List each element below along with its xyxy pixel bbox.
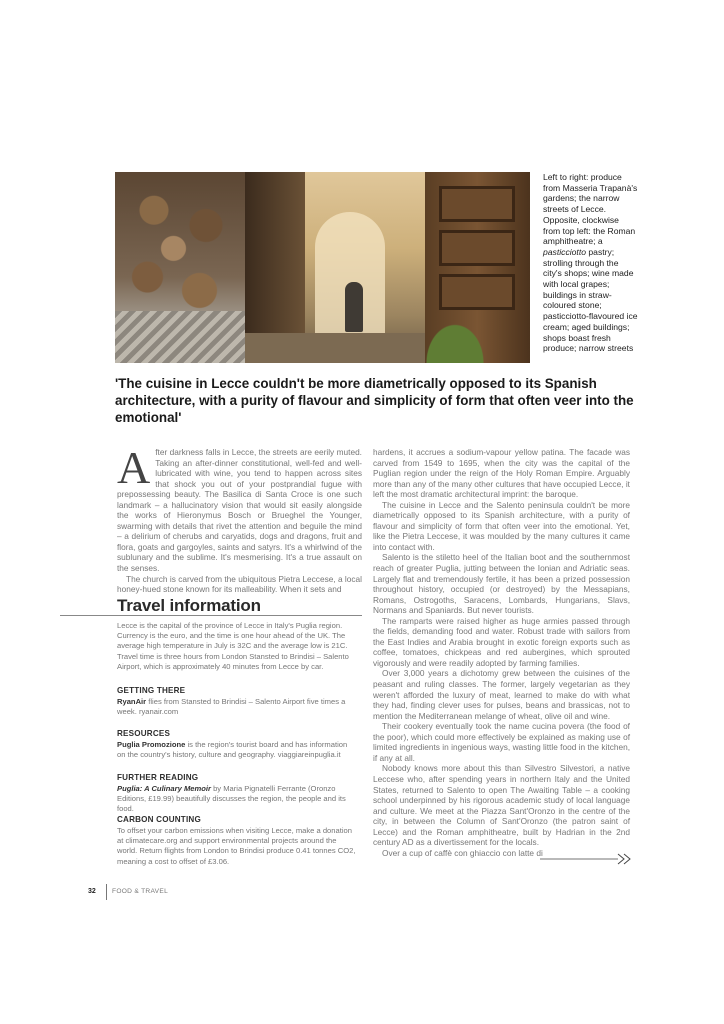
getting-there-body: RyanAir flies from Stansted to Brindisi – Salento Airport five times a week. ryanair.com	[117, 697, 346, 717]
travel-info-title: Travel information	[117, 596, 261, 615]
resources-body: Puglia Promozione is the region's tourist board and has information on the country's history, culture and geography. viaggiareinpuglia.it	[117, 740, 348, 760]
photo-strip	[115, 172, 530, 363]
street-ground	[245, 333, 425, 363]
article-paragraph: Over 3,000 years a dichotomy grew between the cuisines of the peasant and ruling classes. The former, largely vegetarian as they weren't afforded the luxury of meat, learned to make do with what they had, finding clever uses for pulses, beans and brassicas, not to mention the Mediterranean melange of wheat, olive oil and wine.	[373, 668, 630, 721]
wooden-door-photo	[425, 172, 530, 363]
article-paragraph: The cuisine in Lecce and the Salento peninsula couldn't be more diametrically opposed to its Spanish architecture, with a purity of flavour and simplicity of form that often veer into the emotional. Yet, like the Pietra Leccese, it was moulded by the many cultures it came into contact with.	[373, 499, 630, 552]
folio-divider	[106, 884, 107, 900]
article-paragraph: The ramparts were raised higher as huge armies passed through the fields, demanding food and water. Robust trade with sailors from the East Indies and Arabia brought in exotic foreign exports such as coffee, tomatoes, chickpeas and red aubergines, which sprouted vigorously and were readily adopted by farming families.	[373, 615, 630, 668]
street-person	[345, 282, 363, 332]
continue-arrow-icon	[540, 853, 632, 865]
article-paragraph: Nobody knows more about this than Silvestro Silvestori, a native Leccese who, after spending years in northern Italy and the United States, returned to Salento to open The Awaiting Table – a cooking school underpinned by his rigorous academic study of local language and culture. We meet at the Piazza Sant'Oronzo in the centre of the city, in between the Column of Sant'Oronzo (the patron saint of Lecce) and the Roman amphitheatre, built by Hadrian in the 2nd century AD as a divertissement for the locals.	[373, 763, 630, 848]
door-panel	[439, 230, 515, 266]
street-photo	[245, 172, 425, 363]
photo-caption: Left to right: produce from Masseria Trapanà's gardens; the narrow streets of Lecce. Opposite, clockwise from top left: the Roman amphitheatre; a pasticciotto pastry; strolling through the city's shops; wine made with local grapes; buildings in straw-coloured stone; pasticciotto-flavoured ice cream; aged buildings; shops boast fresh produce; narrow streets	[543, 172, 638, 354]
article-paragraph: hardens, it accrues a sodium-vapour yellow patina. The facade was carved from 1549 to 1695, when the city was the capital of the Puglian region under the reign of the Holy Roman Empire. Arguably more than any of the many other cultures that have occupied Lecce, it left the most dramatic architectural imprint: the baroque.	[373, 447, 630, 500]
article-paragraph: Salento is the stiletto heel of the Italian boot and the southernmost reach of greater Puglia, jutting between the Ionian and Adriatic seas. Largely flat and tremendously fertile, it has been a prized possession throughout history, occupied (or destroyed) by the Messapians, Romans, Ostrogoths, Saracens, Lombards, Hungarians, Slavs, Normans and Spaniards. But never tourists.	[373, 552, 630, 616]
getting-there-heading: GETTING THERE	[117, 686, 186, 695]
drop-cap: A	[117, 442, 151, 493]
door-panel	[439, 274, 515, 310]
article-paragraph: Over a cup of caffè con ghiaccio con latte di	[382, 847, 543, 858]
article-right-column	[373, 447, 630, 858]
article-paragraph: Their cookery eventually took the name cucina povera (the food of the poor), which could more effectively be explained as making use of limited ingredients in ingenious ways, wasting little food in the kitchen, if any at all.	[373, 721, 630, 763]
wicker-basket	[115, 311, 245, 363]
article-paragraph: fter darkness falls in Lecce, the streets are eerily muted. Taking an after-dinner constitutional, well-fed and well-lubricated with wine, you tend to happen across sites that shock you out of your postprandial fugue with prepossessing beauty. The Basilica di Santa Croce is one such landmark – a hallucinatory vision that would sit easily alongside the works of Hieronymus Bosch or Brueghel the Younger, swarming with details that rivet the attention and beguile the mind – a delirium of cherubs and caryatids, dogs and dragons, fruit and flora, goats and gargoyles, saints and satyrs. It's a whirlwind of the sublunary and the sublime. It's mesmerising. It's a true assault on the senses.	[117, 447, 362, 574]
further-reading-heading: FURTHER READING	[117, 773, 199, 782]
article-left-column	[117, 442, 362, 595]
travel-info-intro: Lecce is the capital of the province of Lecce in Italy's Puglia region. Currency is the euro, and the time is one hour ahead of the UK. The average high temperature in July is 32C and the average low is 21C. Travel time is three hours from London Stansted to Brindisi – Salento Airport, which is approximately 40 minutes from Lecce by car.	[117, 621, 349, 671]
further-reading-body: Puglia: A Culinary Memoir by Maria Pignatelli Ferrante (Oronzo Editions, £19.99) beautifully discusses the region, the people and its food.	[117, 784, 346, 814]
carbon-counting-body: To offset your carbon emissions when visiting Lecce, make a donation at climatecare.org and support environmental projects around the world. Return flights from London to Brindisi produce 0.41 tonnes CO2, meaning a cost to offset of £3.06.	[117, 826, 356, 866]
folio-section-label: FOOD & TRAVEL	[112, 888, 169, 895]
page-number: 32	[88, 888, 96, 895]
door-panel	[439, 186, 515, 222]
article-paragraph: The church is carved from the ubiquitous Pietra Leccese, a local honey-hued stone known for its malleability. When it sets and	[117, 573, 362, 595]
potted-plant	[425, 323, 485, 363]
carbon-counting-heading: CARBON COUNTING	[117, 815, 201, 824]
resources-heading: RESOURCES	[117, 729, 171, 738]
walnuts-photo	[115, 172, 245, 363]
pull-quote: 'The cuisine in Lecce couldn't be more diametrically opposed to its Spanish architecture, with a purity of flavour and simplicity of form that often veer into the emotional'	[115, 376, 634, 425]
